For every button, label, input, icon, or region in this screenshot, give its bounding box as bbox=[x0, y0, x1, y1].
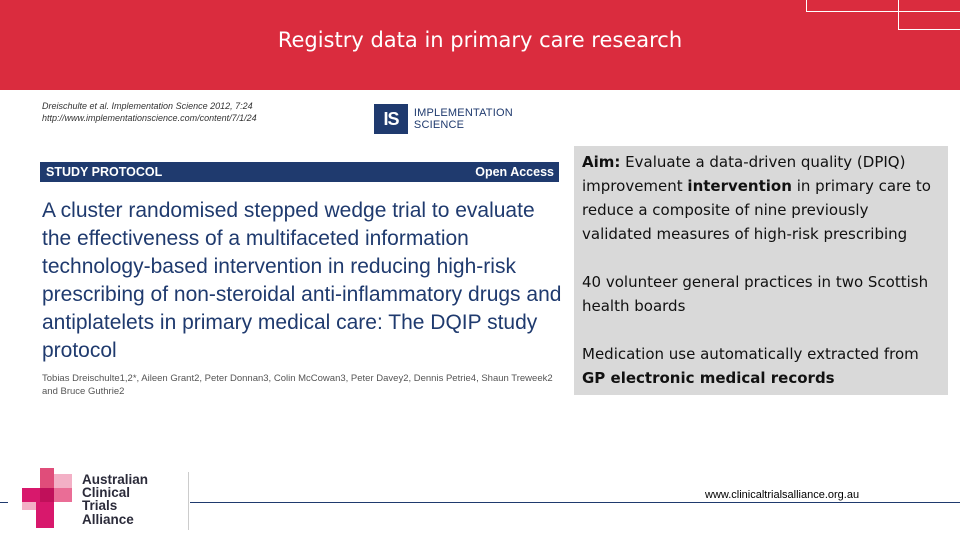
journal-name: IMPLEMENTATION SCIENCE bbox=[413, 107, 513, 131]
logo-line: Trials bbox=[82, 498, 118, 514]
slide-title: Registry data in primary care research bbox=[277, 28, 683, 52]
medication-bold: GP electronic medical records bbox=[582, 369, 835, 387]
open-access-label: Open Access bbox=[475, 165, 554, 179]
citation-line: Dreischulte et al. Implementation Science 2012, 7:24 bbox=[42, 101, 253, 111]
logo-line: Alliance bbox=[82, 511, 134, 527]
aim-text-end: in primary care to reduce a composite of nine previously validated measures of high-risk prescribing bbox=[582, 177, 931, 243]
acta-logo-text bbox=[82, 473, 148, 526]
aim-label: Aim: bbox=[582, 153, 621, 171]
decorative-frame bbox=[898, 0, 960, 30]
paper-citation bbox=[42, 100, 257, 124]
paper-title: A cluster randomised stepped wedge trial to evaluate the effectiveness of a multifaceted information technology-based intervention in reducing high-risk prescribing of non-steroidal anti-inflammatory drugs and antiplatelets in primary medical care: The DQIP study protocol bbox=[42, 199, 562, 362]
journal-logo-icon: IS bbox=[374, 104, 408, 134]
footer-divider bbox=[190, 502, 960, 503]
paper-screenshot bbox=[38, 96, 566, 406]
paper-authors: Tobias Dreischulte1,2*, Aileen Grant2, Peter Donnan3, Colin McCowan3, Peter Davey2, Dennis Petrie4, Shaun Treweek2 and Bruce Guthrie2 bbox=[42, 373, 553, 397]
divider-tick bbox=[0, 502, 8, 503]
citation-url: http://www.implementationscience.com/content/7/1/24 bbox=[42, 113, 257, 123]
header-banner bbox=[0, 0, 960, 90]
study-protocol-bar bbox=[40, 162, 559, 182]
aim-paragraph bbox=[582, 150, 940, 246]
summary-box bbox=[574, 146, 948, 395]
aim-bold: intervention bbox=[687, 177, 792, 195]
study-protocol-label: STUDY PROTOCOL bbox=[46, 165, 163, 179]
footer-vertical-divider bbox=[188, 472, 189, 530]
aim-text: Evaluate a data-driven quality (DPIQ) improvement bbox=[582, 153, 906, 195]
acta-logo[interactable] bbox=[20, 466, 170, 530]
journal-brand bbox=[374, 104, 566, 134]
acta-cross-icon bbox=[20, 466, 78, 530]
medication-text: Medication use automatically extracted from bbox=[582, 345, 919, 363]
footer-url-link[interactable]: www.clinicaltrialsalliance.org.au bbox=[705, 489, 860, 501]
logo-line: Clinical bbox=[82, 485, 131, 501]
practices-paragraph: 40 volunteer general practices in two Scottish health boards bbox=[582, 273, 929, 315]
logo-line: Australian bbox=[82, 472, 149, 487]
medication-paragraph bbox=[582, 342, 940, 390]
